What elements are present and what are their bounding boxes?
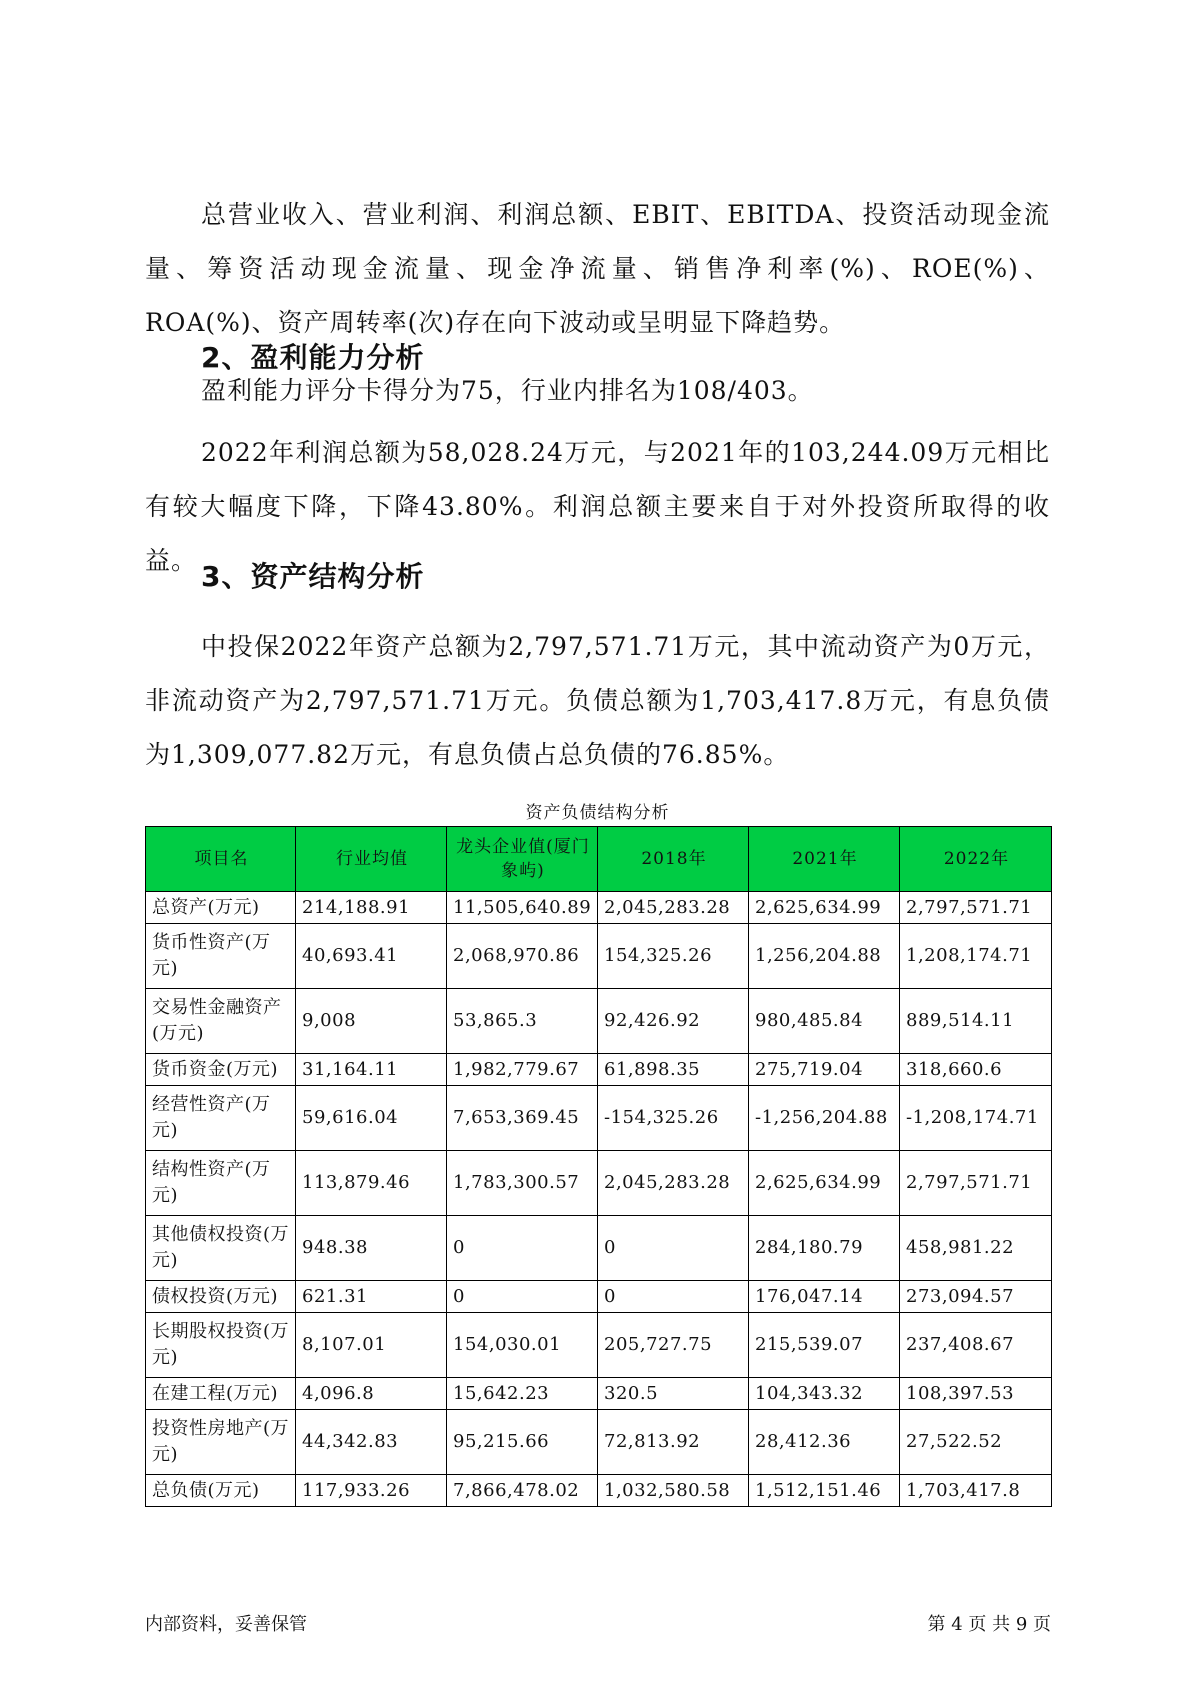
table-row: [146, 924, 1052, 989]
row-label: 货币性资产(万元): [146, 924, 296, 989]
row-label: 长期股权投资(万元): [146, 1313, 296, 1378]
table-row: [146, 1216, 1052, 1281]
table-cell: 2,045,283.28: [598, 892, 749, 924]
table-header-row: [146, 827, 1052, 892]
table-row: [146, 1410, 1052, 1475]
table-cell: 948.38: [296, 1216, 447, 1281]
table-cell: 980,485.84: [749, 989, 900, 1054]
table-cell: 113,879.46: [296, 1151, 447, 1216]
row-label: 在建工程(万元): [146, 1378, 296, 1410]
table-cell: 275,719.04: [749, 1054, 900, 1086]
table-cell: 61,898.35: [598, 1054, 749, 1086]
paragraph-asset-summary: 中投保2022年资产总额为2,797,571.71万元，其中流动资产为0万元，非流动资产为2,797,571.71万元。负债总额为1,703,417.8万元，有息负债为1,309,077.82万元，有息负债占总负债的76.85%。: [145, 632, 1050, 769]
table-cell: 2,045,283.28: [598, 1151, 749, 1216]
table-cell: 176,047.14: [749, 1281, 900, 1313]
table-cell: 95,215.66: [447, 1410, 598, 1475]
table-cell: 458,981.22: [900, 1216, 1052, 1281]
table-cell: 1,982,779.67: [447, 1054, 598, 1086]
table-cell: 59,616.04: [296, 1086, 447, 1151]
table-row: [146, 892, 1052, 924]
row-label: 总负债(万元): [146, 1475, 296, 1507]
table-row: [146, 1281, 1052, 1313]
row-label: 其他债权投资(万元): [146, 1216, 296, 1281]
table-cell: 2,068,970.86: [447, 924, 598, 989]
section-heading-asset-structure: 3、资产结构分析: [201, 560, 425, 593]
table-cell: 27,522.52: [900, 1410, 1052, 1475]
table-cell: 0: [598, 1281, 749, 1313]
table-cell: 214,188.91: [296, 892, 447, 924]
table-cell: 2,797,571.71: [900, 892, 1052, 924]
table-cell: 117,933.26: [296, 1475, 447, 1507]
table-cell: 28,412.36: [749, 1410, 900, 1475]
table-cell: 154,030.01: [447, 1313, 598, 1378]
table-cell: 72,813.92: [598, 1410, 749, 1475]
column-header: 2018年: [598, 827, 749, 892]
table-cell: 1,703,417.8: [900, 1475, 1052, 1507]
table-cell: 1,208,174.71: [900, 924, 1052, 989]
table-row: [146, 1313, 1052, 1378]
section-heading-profitability: 2、盈利能力分析: [201, 341, 425, 374]
row-label: 经营性资产(万元): [146, 1086, 296, 1151]
paragraph-declining-indicators: 总营业收入、营业利润、利润总额、EBIT、EBITDA、投资活动现金流量、筹资活动现金流量、现金净流量、销售净利率(%)、ROE(%)、ROA(%)、资产周转率(次)存在向下波动或呈明显下降趋势。: [145, 200, 1050, 337]
column-header: 行业均值: [296, 827, 447, 892]
row-label: 货币资金(万元): [146, 1054, 296, 1086]
table-cell: 8,107.01: [296, 1313, 447, 1378]
table-cell: 0: [447, 1281, 598, 1313]
table-cell: 621.31: [296, 1281, 447, 1313]
row-label: 总资产(万元): [146, 892, 296, 924]
table-cell: 273,094.57: [900, 1281, 1052, 1313]
table-row: [146, 1086, 1052, 1151]
table-row: [146, 1054, 1052, 1086]
table-row: [146, 1378, 1052, 1410]
column-header: 龙头企业值(厦门象屿): [447, 827, 598, 892]
footer-page-number: 第 4 页 共 9 页: [927, 1614, 1051, 1635]
table-row: [146, 1475, 1052, 1507]
footer-confidential-note: 内部资料，妥善保管: [145, 1614, 307, 1635]
paragraph-profitability-score: 盈利能力评分卡得分为75，行业内排名为108/403。: [201, 376, 814, 405]
table-cell: 11,505,640.89: [447, 892, 598, 924]
table-caption: 资产负债结构分析: [525, 803, 670, 823]
table-cell: 1,512,151.46: [749, 1475, 900, 1507]
table-cell: 44,342.83: [296, 1410, 447, 1475]
table-cell: 4,096.8: [296, 1378, 447, 1410]
table-cell: 215,539.07: [749, 1313, 900, 1378]
table-cell: -154,325.26: [598, 1086, 749, 1151]
table-cell: 31,164.11: [296, 1054, 447, 1086]
table-cell: 108,397.53: [900, 1378, 1052, 1410]
row-label: 结构性资产(万元): [146, 1151, 296, 1216]
table-cell: 7,866,478.02: [447, 1475, 598, 1507]
table-cell: 40,693.41: [296, 924, 447, 989]
table-cell: 92,426.92: [598, 989, 749, 1054]
table-cell: 0: [598, 1216, 749, 1281]
column-header: 2022年: [900, 827, 1052, 892]
column-header: 项目名: [146, 827, 296, 892]
column-header: 2021年: [749, 827, 900, 892]
table-cell: 284,180.79: [749, 1216, 900, 1281]
row-label: 交易性金融资产(万元): [146, 989, 296, 1054]
table-cell: 889,514.11: [900, 989, 1052, 1054]
table-cell: 7,653,369.45: [447, 1086, 598, 1151]
table-cell: 2,797,571.71: [900, 1151, 1052, 1216]
table-cell: -1,256,204.88: [749, 1086, 900, 1151]
table-cell: 318,660.6: [900, 1054, 1052, 1086]
row-label: 债权投资(万元): [146, 1281, 296, 1313]
row-label: 投资性房地产(万元): [146, 1410, 296, 1475]
table-cell: 9,008: [296, 989, 447, 1054]
table-cell: 2,625,634.99: [749, 1151, 900, 1216]
table-cell: 104,343.32: [749, 1378, 900, 1410]
table-cell: 2,625,634.99: [749, 892, 900, 924]
table-cell: 0: [447, 1216, 598, 1281]
table-cell: 1,256,204.88: [749, 924, 900, 989]
balance-structure-table: [145, 826, 1052, 1507]
table-row: [146, 989, 1052, 1054]
table-cell: 15,642.23: [447, 1378, 598, 1410]
table-cell: 237,408.67: [900, 1313, 1052, 1378]
table-cell: 154,325.26: [598, 924, 749, 989]
table-cell: 1,032,580.58: [598, 1475, 749, 1507]
paragraph-total-profit: 2022年利润总额为58,028.24万元，与2021年的103,244.09万元相比有较大幅度下降，下降43.80%。利润总额主要来自于对外投资所取得的收益。: [145, 438, 1050, 575]
table-cell: 320.5: [598, 1378, 749, 1410]
table-cell: 53,865.3: [447, 989, 598, 1054]
table-row: [146, 1151, 1052, 1216]
table-cell: 205,727.75: [598, 1313, 749, 1378]
table-cell: -1,208,174.71: [900, 1086, 1052, 1151]
table-cell: 1,783,300.57: [447, 1151, 598, 1216]
